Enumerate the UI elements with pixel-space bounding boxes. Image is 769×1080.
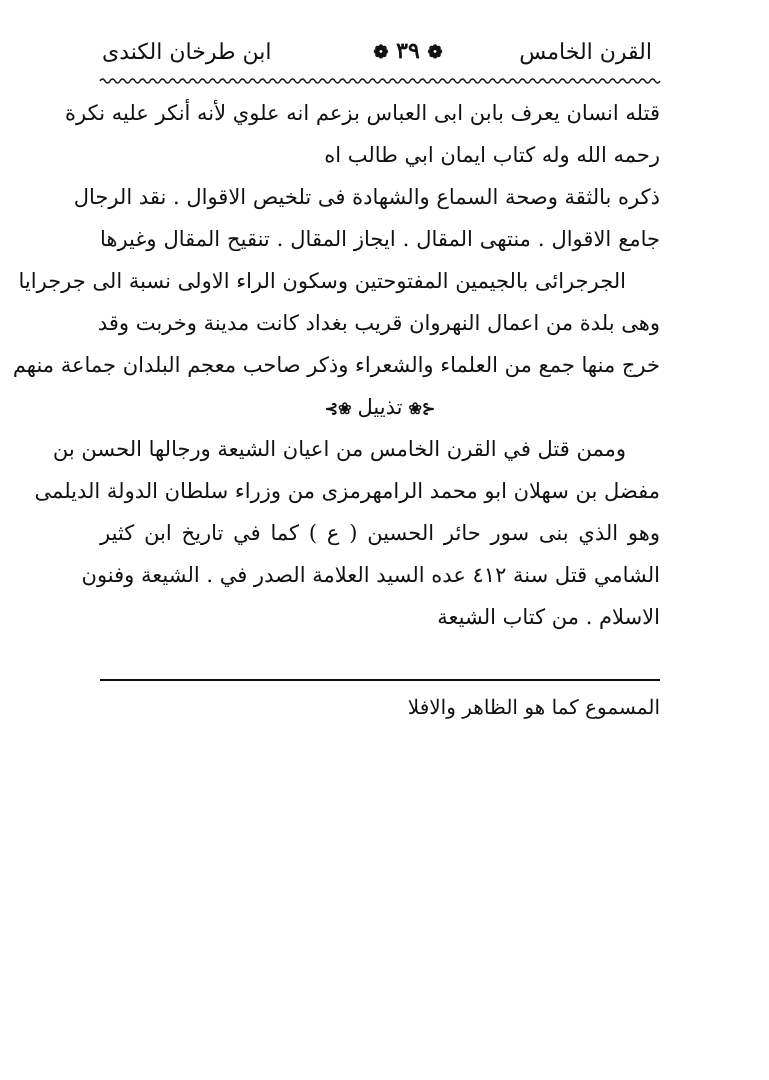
text-line: وممن قتل في القرن الخامس من اعيان الشيعة ورجالها الحسن بن	[52, 437, 626, 461]
ornament-right-icon: ❁	[373, 42, 389, 63]
text-line: وهو الذي بنى سور حائر الحسين ( ع ) كما في تاريخ ابن كثير	[100, 521, 660, 545]
text-line: الجرجرائى بالجيمين المفتوحتين وسكون الراء الاولى نسبة الى جرجرايا	[18, 269, 626, 293]
text-line: جامع الاقوال . منتهى المقال . ايجاز المقال . تنقيح المقال وغيرها	[100, 227, 660, 251]
text-line: رحمه الله وله كتاب ايمان ابي طالب اه	[324, 143, 660, 167]
text-line: الشامي قتل سنة ٤١٢ عده السيد العلامة الصدر في . الشيعة وفنون	[81, 563, 660, 587]
page-body	[12, 92, 660, 638]
text-line: وهى بلدة من اعمال النهروان قريب بغداد كانت مدينة وخربت وقد	[97, 311, 660, 335]
heading-ornament-left-icon: ❀⊱	[324, 398, 352, 418]
page-number	[348, 38, 468, 64]
footnote-divider	[100, 679, 660, 681]
section-heading	[100, 386, 660, 428]
text-line: الاسلام . من كتاب الشيعة	[437, 605, 660, 629]
heading-ornament-right-icon: ⊰❀	[408, 398, 436, 418]
section-title: ابن طرخان الكندى	[102, 40, 272, 65]
chapter-title: القرن الخامس	[519, 40, 652, 65]
page-number-value: ٣٩	[396, 38, 420, 64]
text-line: قتله انسان يعرف بابن ابى العباس بزعم انه علوي لأنه أنكر عليه نكرة	[65, 101, 660, 125]
text-line: مفضل بن سهلان ابو محمد الرامهرمزى من وزراء سلطان الدولة الديلمى	[34, 479, 660, 503]
text-line: خرج منها جمع من العلماء والشعراء وذكر صاحب معجم البلدان جماعة منهم	[12, 353, 660, 377]
page-header	[100, 36, 660, 76]
footnote-text: المسموع كما هو الظاهر والافلا	[407, 695, 660, 719]
header-wavy-rule	[100, 77, 660, 85]
ornament-left-icon: ❁	[427, 42, 443, 63]
text-line: ذكره بالثقة وصحة السماع والشهادة فى تلخيص الاقوال . نقد الرجال	[73, 185, 660, 209]
section-heading-text: تذييل	[357, 395, 403, 419]
